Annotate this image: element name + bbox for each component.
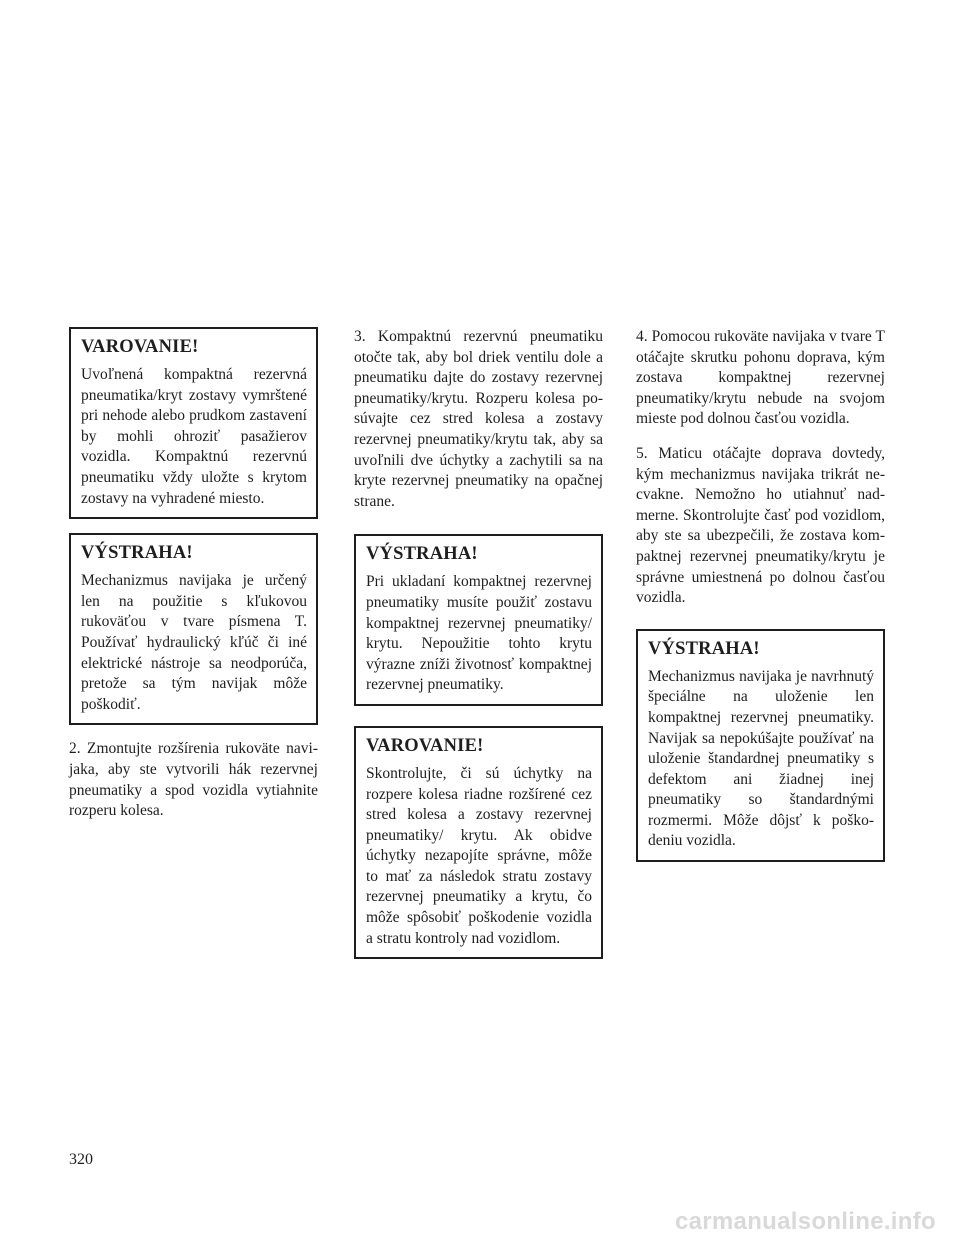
caution-text: Mechanizmus navijaka je navrhnutý špeciálne na uloženie len kompaktnej rezervnej pneumatiky. Navijak sa nepokúšajte používať na uloženie štandardnej pneumatiky s defektom ani žiadnej inej pneumatiky so štandardnými rozmermi. Môže dôjsť k poškodeniu vozidla. — [648, 667, 874, 850]
warning-box-unsecured-spare — [69, 327, 318, 519]
caution-box-spare-cover — [354, 534, 603, 706]
warning-box-wheel-spreader — [354, 726, 603, 959]
caution-box-winch-compact-only — [636, 629, 885, 862]
caution-title: VÝSTRAHA! — [366, 544, 478, 565]
step-4-paragraph: 4. Pomocou rukoväte navijaka v tvare T otáčajte skrutku pohonu doprava, kým zostava kompaktnej rezervnej pneumatiky/krytu nebude na svojom mieste pod dolnou časťou vozidla. — [636, 328, 885, 428]
warning-text: Uvoľnená kompaktná rezervná pneumatika/kryt zostavy vymrštené pri nehode alebo prudkom zastavení by mohli ohroziť pasažierov vozidla. Kompaktnú rezervnú pneumatiku vždy uložte s krytom zostavy na vyhradené miesto. — [81, 366, 307, 507]
caution-title: VÝSTRAHA! — [648, 638, 760, 659]
step-5-paragraph: 5. Maticu otáčajte doprava dovtedy, kým mechanizmus navijaka trikrát necvakne. Nemožno ho utiahnuť nadmerne. Skontrolujte časť pod vozidlom, aby ste sa ubezpečili, že zostava kompaktnej rezervnej pneumatiky/krytu je správne umiestnená po dolnou časťou vozidla. — [636, 444, 885, 607]
caution-text: Pri ukladaní kompaktnej rezervnej pneumatiky musíte použiť zostavu kompaktnej rezervnej pneumatiky/ krytu. Nepoužitie tohto krytu výrazne zníži životnosť kompaktnej rezervnej pneumatiky. — [366, 573, 592, 694]
caution-text: Mechanizmus navijaka je určený len na použitie s kľukovou rukoväťou v tvare písmena T. Používať hydraulický kľúč či iné elektrické nástroje sa neodporúča, pretože sa tým navijak môže poškodiť. — [81, 572, 307, 713]
warning-title: VAROVANIE! — [81, 337, 199, 357]
watermark: carmanualsonline.info — [674, 1208, 936, 1235]
warning-title: VAROVANIE! — [366, 735, 484, 756]
column-right — [636, 327, 885, 876]
caution-box-winch-tool — [69, 533, 318, 725]
warning-text: Skontrolujte, či sú úchytky na rozpere kolesa riadne rozšírené cez stred kolesa a zostavy rezervnej pneumatiky/ krytu. Ak obidve úchytky nezapojíte správne, môže to mať za následok stratu zostavy rezervnej pneumatiky a krytu, čo môže spôsobiť poškodenie vozidla a stratu kontroly nad vozidlom. — [366, 764, 592, 947]
step-3-paragraph: 3. Kompaktnú rezervnú pneumatiku otočte tak, aby bol driek ventilu dole a pneumatiku dajte do zostavy rezervnej pneumatiky/krytu. Rozperu kolesa posúvajte cez stred kolesa a zostavy rezervnej pneumatiky/krytu tak, aby sa uvoľnili dve úchytky a zachytili sa na kryte rezervnej pneumatiky na opačnej strane. — [354, 328, 603, 510]
column-middle — [354, 327, 603, 973]
caution-title: VÝSTRAHA! — [81, 543, 193, 564]
column-left — [69, 327, 318, 836]
step-2-paragraph: 2. Zmontujte rozšírenia rukoväte navijaka, aby ste vytvorili hák rezervnej pneumatiky a spod vozidla vytiahnite rozperu kolesa. — [69, 740, 318, 820]
page-number: 320 — [69, 1151, 93, 1168]
